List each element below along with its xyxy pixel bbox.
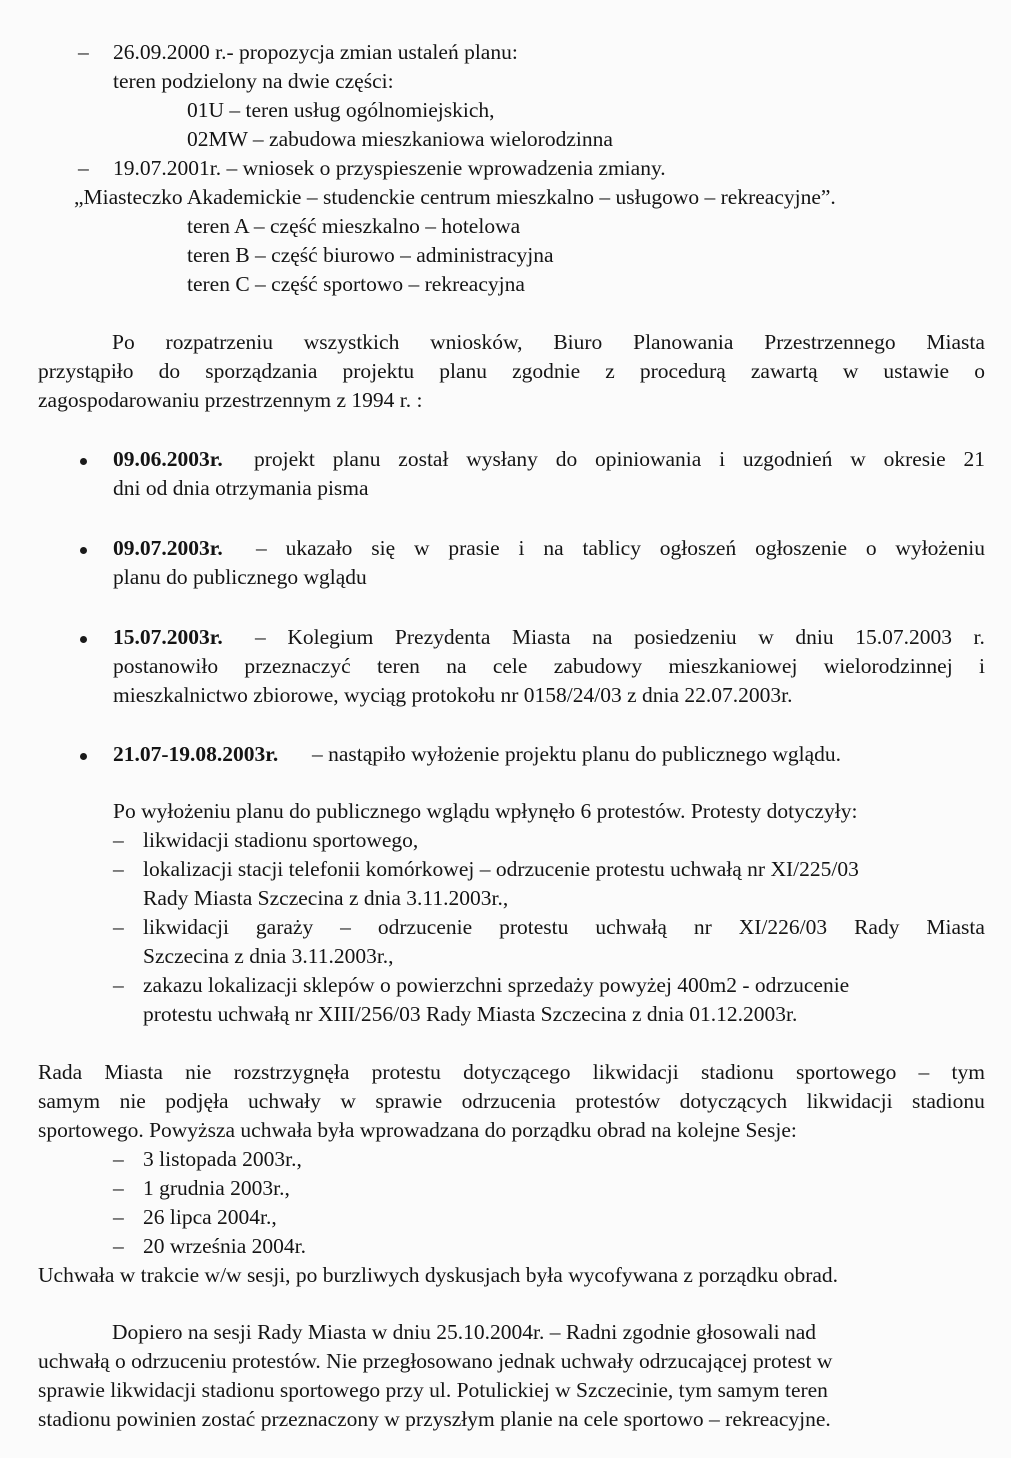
dash: – — [113, 1147, 124, 1171]
word: Biuro — [553, 330, 603, 354]
word: Miasta — [926, 915, 985, 939]
protest-item-4-line1: zakazu lokalizacji sklepów o powierzchni sprzedaży powyżej 400m2 - odrzucenie — [143, 973, 850, 997]
list-item-subline: teren podzielony na dwie części: — [113, 69, 394, 93]
word: przeznaczyć — [244, 654, 351, 678]
word: uchwały — [248, 1089, 321, 1113]
word: ukazało — [285, 536, 353, 560]
bullet-icon — [80, 458, 87, 465]
word: nie — [119, 1089, 146, 1113]
bullet2-line2: planu do publicznego wglądu — [113, 565, 367, 589]
word: dniu — [795, 625, 834, 649]
word: projektu — [342, 359, 415, 383]
word: uzgodnień — [742, 447, 833, 471]
word: mieszkaniowej — [668, 654, 798, 678]
dash: – — [113, 915, 124, 939]
word: procedurą — [639, 359, 726, 383]
word: sprawie — [375, 1089, 443, 1113]
word: posiedzeniu — [633, 625, 737, 649]
bullet4-date: 21.07-19.08.2003r. — [113, 742, 279, 766]
session-1: 3 listopada 2003r., — [143, 1147, 302, 1171]
para2-closing: Uchwała w trakcie w/w sesji, po burzliwych dyskusjach była wycofywana z porządku obrad. — [38, 1263, 839, 1287]
zone-teren-c: teren C – część sportowo – rekreacyjna — [187, 272, 525, 296]
word: Miasta — [926, 330, 985, 354]
word: tablicy — [582, 536, 641, 560]
para1-line2 — [38, 357, 985, 385]
bullet3-line3: mieszkalnictwo zbiorowe, wyciąg protokołu nr 0158/24/03 z dnia 22.07.2003r. — [113, 683, 793, 707]
dash: – — [113, 973, 124, 997]
word: na — [592, 625, 613, 649]
word: cele — [492, 654, 528, 678]
para3-line1: Dopiero na sesji Rady Miasta w dniu 25.10.2004r. – Radni zgodnie głosowali nad — [112, 1320, 817, 1344]
zone-teren-b: teren B – część biurowo – administracyjna — [187, 243, 554, 267]
word: na — [446, 654, 467, 678]
word: Miasta — [104, 1060, 163, 1084]
word: – — [918, 1060, 930, 1084]
word: wyłożeniu — [895, 536, 985, 560]
word: stadionu — [700, 1060, 774, 1084]
session-3: 26 lipca 2004r., — [143, 1205, 277, 1229]
protest-item-3-line1 — [143, 913, 985, 941]
word: stadionu — [912, 1089, 985, 1113]
quote-line: „Miasteczko Akademickie – studenckie centrum mieszkalno – usługowo – rekreacyjne”. — [74, 185, 836, 209]
word: Rady — [854, 915, 900, 939]
word: opiniowania — [595, 447, 702, 471]
word: o — [865, 536, 877, 560]
dash: – — [113, 857, 124, 881]
dash: – — [113, 1234, 124, 1258]
word: Kolegium — [287, 625, 374, 649]
zone-01u: 01U – teren usług ogólnomiejskich, — [187, 98, 495, 122]
word: w — [413, 536, 430, 560]
bullet3-line2 — [113, 652, 985, 680]
word: się — [371, 536, 396, 560]
word: w — [340, 1089, 356, 1113]
word: i — [979, 654, 985, 678]
bullet-icon — [80, 547, 87, 554]
word: tym — [951, 1060, 985, 1084]
word: postanowiło — [113, 654, 219, 678]
word: do — [555, 447, 578, 471]
word: likwidacji — [143, 915, 229, 939]
word: odrzucenia — [461, 1089, 556, 1113]
list-item-2001-request: 19.07.2001r. – wniosek o przyspieszenie wprowadzenia zmiany. — [113, 156, 666, 180]
word: projekt — [254, 447, 315, 471]
protest-item-1: likwidacji stadionu sportowego, — [143, 828, 419, 852]
word: i — [518, 536, 525, 560]
word: Prezydenta — [394, 625, 491, 649]
word: – — [255, 625, 266, 649]
word: nie — [185, 1060, 212, 1084]
para2-line2 — [38, 1087, 985, 1115]
session-4: 20 września 2004r. — [143, 1234, 307, 1258]
word: Miasta — [512, 625, 571, 649]
para3-line4: stadionu powinien zostać przeznaczony w przyszłym planie na cele sportowo – rekreacyjne. — [38, 1407, 831, 1431]
word: planu — [439, 359, 488, 383]
word: 15.07.2003 — [855, 625, 952, 649]
zone-02mw: 02MW – zabudowa mieszkaniowa wielorodzinna — [187, 127, 613, 151]
bullet3-date: 15.07.2003r. — [113, 625, 223, 649]
word: Przestrzennego — [764, 330, 896, 354]
word: dotyczących — [679, 1089, 788, 1113]
para3-line2: uchwałą o odrzuceniu protestów. Nie przegłosowano jednak uchwały odrzucającej protest w — [38, 1349, 833, 1373]
para2-line3: sportowego. Powyższa uchwała była wprowadzana do porządku obrad na kolejne Sesje: — [38, 1118, 797, 1142]
word: zabudowy — [553, 654, 643, 678]
word: w — [758, 625, 774, 649]
word: wysłany — [466, 447, 538, 471]
session-2: 1 grudnia 2003r., — [143, 1176, 290, 1200]
bullet4-text: – nastąpiło wyłożenie projektu planu do publicznego wglądu. — [312, 742, 842, 766]
word: r. — [973, 625, 985, 649]
word: protestów — [575, 1089, 661, 1113]
word: – — [256, 536, 267, 560]
word: nr — [693, 915, 712, 939]
bullet1-line1 — [254, 445, 985, 473]
word: XI/226/03 — [738, 915, 828, 939]
bullet1-date: 09.06.2003r. — [113, 447, 223, 471]
word: rozstrzygnęła — [233, 1060, 350, 1084]
word: z — [605, 359, 615, 383]
word: planu — [332, 447, 381, 471]
word: zgodnie — [512, 359, 581, 383]
word: w — [842, 359, 859, 383]
word: został — [398, 447, 449, 471]
dash: – — [78, 40, 89, 64]
bullet-icon — [80, 753, 87, 760]
word: prasie — [448, 536, 500, 560]
word: protestu — [499, 915, 569, 939]
word: ogłoszeń — [659, 536, 737, 560]
protest-item-2-line1: lokalizacji stacji telefonii komórkowej – odrzucenie protestu uchwałą nr XI/225/03 — [143, 857, 859, 881]
word: sportowego — [796, 1060, 897, 1084]
word: garaży — [255, 915, 314, 939]
protest-item-3-line2: Szczecina z dnia 3.11.2003r., — [143, 944, 394, 968]
word: i — [719, 447, 726, 471]
word: na — [543, 536, 564, 560]
list-item-2000-proposal: 26.09.2000 r.- propozycja zmian ustaleń planu: — [113, 40, 518, 64]
word: do — [158, 359, 181, 383]
word: Planowania — [633, 330, 734, 354]
protest-item-2-line2: Rady Miasta Szczecina z dnia 3.11.2003r., — [143, 886, 509, 910]
bullet-icon — [80, 636, 87, 643]
word: ogłoszenie — [755, 536, 848, 560]
dash: – — [78, 156, 89, 180]
para1-line1 — [112, 328, 985, 356]
word: samym — [38, 1089, 101, 1113]
word: podjęła — [165, 1089, 229, 1113]
para3-line3: sprawie likwidacji stadionu sportowego przy ul. Potulickiej w Szczecinie, tym samym teren — [38, 1378, 828, 1402]
word: rozpatrzeniu — [165, 330, 273, 354]
word: ustawie — [883, 359, 950, 383]
word: zawartą — [750, 359, 818, 383]
word: dotyczącego — [463, 1060, 571, 1084]
word: uchwałą — [595, 915, 667, 939]
dash: – — [113, 828, 124, 852]
para2-line1 — [38, 1058, 985, 1086]
word: odrzucenie — [377, 915, 473, 939]
word: wielorodzinnej — [823, 654, 953, 678]
word: w — [850, 447, 866, 471]
word: wszystkich — [303, 330, 400, 354]
word: protestu — [371, 1060, 441, 1084]
word: wniosków, — [430, 330, 523, 354]
word: Po — [112, 330, 135, 354]
bullet2-date: 09.07.2003r. — [113, 536, 223, 560]
word: sporządzania — [205, 359, 318, 383]
bullet2-line1 — [256, 534, 985, 562]
word: 21 — [963, 447, 985, 471]
word: o — [974, 359, 985, 383]
bullet3-line1 — [255, 623, 985, 651]
word: – — [340, 915, 351, 939]
protests-intro: Po wyłożeniu planu do publicznego wglądu wpłynęło 6 protestów. Protesty dotyczyły: — [113, 799, 858, 823]
para1-line3: zagospodarowaniu przestrzennym z 1994 r. : — [38, 388, 423, 412]
word: okresie — [883, 447, 946, 471]
word: teren — [376, 654, 420, 678]
dash: – — [113, 1176, 124, 1200]
word: likwidacji — [592, 1060, 679, 1084]
dash: – — [113, 1205, 124, 1229]
word: przystąpiło — [38, 359, 134, 383]
word: likwidacji — [806, 1089, 893, 1113]
protest-item-4-line2: protestu uchwałą nr XIII/256/03 Rady Miasta Szczecina z dnia 01.12.2003r. — [143, 1002, 798, 1026]
zone-teren-a: teren A – część mieszkalno – hotelowa — [187, 214, 521, 238]
word: Rada — [38, 1060, 83, 1084]
bullet1-line2: dni od dnia otrzymania pisma — [113, 476, 369, 500]
